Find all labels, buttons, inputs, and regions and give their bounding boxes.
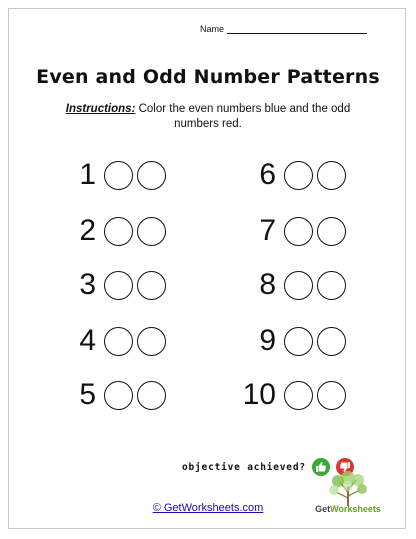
number-row <box>238 158 346 192</box>
color-circle[interactable] <box>104 161 133 190</box>
color-circle[interactable] <box>317 271 346 300</box>
number-row <box>68 268 166 302</box>
color-circle[interactable] <box>317 381 346 410</box>
color-circle[interactable] <box>137 327 166 356</box>
color-circle[interactable] <box>137 217 166 246</box>
instructions <box>60 102 356 132</box>
instructions-label: Instructions: <box>65 103 136 115</box>
color-circle[interactable] <box>104 327 133 356</box>
objective-text: objective achieved? <box>182 461 306 473</box>
color-circle[interactable] <box>317 217 346 246</box>
number-row <box>68 324 166 358</box>
number-row <box>68 214 166 248</box>
number-label: 4 <box>79 324 96 357</box>
color-circle[interactable] <box>284 217 313 246</box>
color-circle[interactable] <box>317 327 346 356</box>
number-row <box>238 214 346 248</box>
color-circle[interactable] <box>104 271 133 300</box>
number-row <box>238 378 346 412</box>
color-circle[interactable] <box>137 161 166 190</box>
number-label: 9 <box>259 324 276 357</box>
getworksheets-logo <box>314 468 382 520</box>
color-circle[interactable] <box>137 271 166 300</box>
instructions-text: Color the even numbers blue and the odd numbers red. <box>135 103 351 130</box>
color-circle[interactable] <box>284 161 313 190</box>
tree-icon <box>314 468 382 508</box>
name-field-line[interactable] <box>227 24 367 34</box>
color-circle[interactable] <box>104 381 133 410</box>
color-circle[interactable] <box>317 161 346 190</box>
number-label: 2 <box>79 214 96 247</box>
number-row <box>238 324 346 358</box>
color-circle[interactable] <box>284 271 313 300</box>
number-label: 5 <box>79 378 96 411</box>
color-circle[interactable] <box>104 217 133 246</box>
color-circle[interactable] <box>284 381 313 410</box>
footer-link[interactable]: © GetWorksheets.com <box>152 502 264 514</box>
number-label: 6 <box>259 158 276 191</box>
name-row <box>200 24 367 34</box>
color-circle[interactable] <box>284 327 313 356</box>
number-row <box>68 158 166 192</box>
number-row <box>68 378 166 412</box>
logo-text: GetWorksheets <box>315 504 381 514</box>
worksheet-title: Even and Odd Number Patterns <box>36 66 380 88</box>
color-circle[interactable] <box>137 381 166 410</box>
number-label: 3 <box>79 268 96 301</box>
number-label: 8 <box>259 268 276 301</box>
name-label: Name <box>200 24 225 34</box>
number-label: 7 <box>259 214 276 247</box>
number-row <box>238 268 346 302</box>
number-label: 10 <box>242 378 276 411</box>
number-label: 1 <box>79 158 96 191</box>
